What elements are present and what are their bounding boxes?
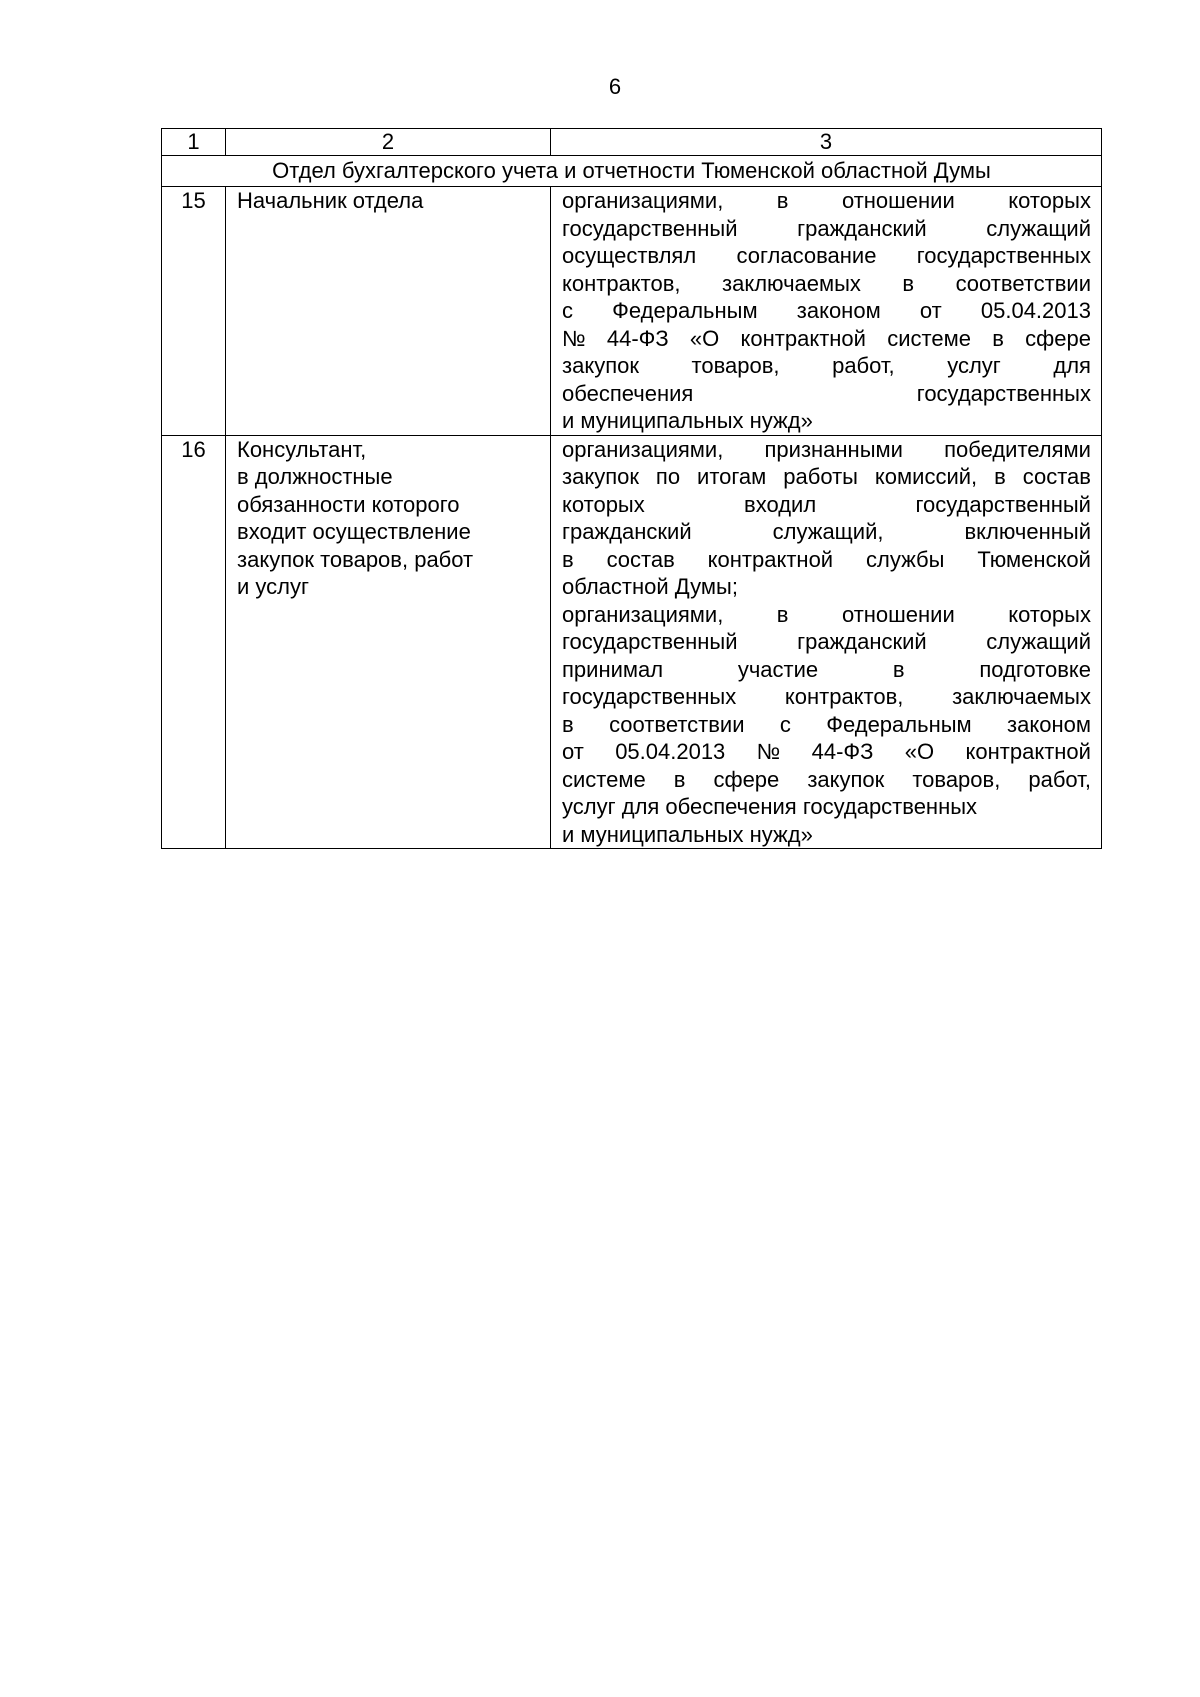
description-line — [562, 628, 1091, 656]
description-word: 05.04.2013 — [980, 298, 1091, 323]
description-word: подготовке — [979, 656, 1091, 682]
description-word: состав — [606, 546, 675, 572]
description-line — [562, 683, 1091, 711]
description-word: контрактной — [740, 325, 866, 351]
description-word: в — [992, 325, 1004, 351]
description-word: в — [776, 601, 789, 627]
description-cell — [551, 435, 1102, 849]
description-word: работы — [783, 464, 858, 489]
description-line — [562, 380, 1091, 408]
description-line — [562, 711, 1091, 739]
description-word: комиссий, — [874, 464, 978, 489]
description-word: государственных — [916, 243, 1091, 268]
description-line — [562, 270, 1091, 298]
description-word: которых — [1008, 601, 1091, 627]
description-word: с — [779, 711, 791, 737]
description-word: закупок — [562, 464, 639, 489]
column-description-header: 3 — [551, 129, 1102, 156]
description-line — [562, 738, 1091, 766]
description-line — [562, 187, 1091, 215]
description-line — [562, 352, 1091, 380]
page-number: 6 — [608, 74, 622, 99]
description-word: служащий — [986, 215, 1091, 241]
description-word: осуществлял — [562, 243, 697, 268]
description-line — [562, 601, 1091, 629]
position-cell — [226, 435, 551, 849]
description-cell — [551, 187, 1102, 436]
position-line: и услуг — [237, 574, 310, 599]
description-word: государственный — [562, 215, 738, 241]
description-word: сфере — [713, 766, 780, 792]
description-word: итогам — [697, 464, 767, 489]
description-word: гражданский — [562, 519, 692, 544]
table-row — [162, 187, 1102, 436]
description-word: отношении — [841, 188, 955, 213]
position-line: Начальник отдела — [237, 188, 424, 213]
position-line: в должностные — [237, 464, 393, 489]
description-line — [562, 518, 1091, 546]
description-word: системе — [887, 325, 971, 351]
position-line: входит осуществление — [237, 519, 471, 544]
description-word: служащий — [986, 629, 1091, 654]
description-word: закупок — [807, 766, 885, 792]
description-word: контрактной — [965, 739, 1091, 764]
description-word: товаров, — [912, 766, 1001, 792]
description-word: гражданский — [797, 215, 927, 241]
description-line — [562, 242, 1091, 270]
description-word: входил — [744, 491, 817, 517]
description-word: для — [1053, 353, 1091, 378]
description-line — [562, 436, 1091, 464]
description-word: контрактов, — [562, 270, 681, 296]
description-word: включенный — [964, 519, 1091, 544]
description-line — [562, 656, 1091, 684]
description-word: государственный — [562, 629, 738, 654]
description-word: организациями, — [562, 436, 724, 462]
document-table — [161, 128, 1102, 849]
description-word: государственных — [562, 684, 737, 709]
description-word: закупок — [562, 353, 639, 378]
description-line: и муниципальных нужд» — [562, 821, 813, 847]
description-word: соответствии — [955, 270, 1091, 296]
column-number-header: 1 — [162, 129, 226, 156]
description-word: работ, — [832, 353, 895, 378]
description-word: служащий, — [772, 519, 884, 544]
position-cell — [226, 187, 551, 436]
description-line — [562, 546, 1091, 574]
description-line: и муниципальных нужд» — [562, 408, 813, 433]
description-word: услуг — [947, 353, 1001, 378]
description-line — [562, 215, 1091, 243]
description-line: услуг для обеспечения государственных — [562, 794, 978, 819]
description-line: областной Думы; — [562, 574, 738, 599]
description-line — [562, 463, 1091, 491]
description-word: № — [562, 325, 586, 351]
table-header-row — [162, 129, 1102, 156]
description-word: в — [562, 546, 574, 572]
description-word: организациями, — [562, 188, 724, 213]
description-word: 05.04.2013 — [615, 739, 726, 764]
description-word: отношении — [841, 601, 955, 627]
column-position-header: 2 — [226, 129, 551, 156]
description-word: по — [655, 464, 681, 489]
description-word: согласование — [736, 243, 877, 268]
description-word: от — [919, 298, 942, 323]
row-number: 16 — [162, 435, 226, 849]
description-word: победителями — [944, 436, 1091, 462]
description-word: организациями, — [562, 601, 724, 627]
description-word: 44-ФЗ — [606, 325, 669, 351]
description-word: работ, — [1028, 766, 1091, 792]
table-row — [162, 435, 1102, 849]
description-line — [562, 325, 1091, 353]
description-word: Федеральным — [826, 711, 972, 737]
description-word: в — [892, 656, 905, 682]
description-word: гражданский — [797, 629, 927, 654]
description-line — [562, 491, 1091, 519]
description-word: заключаемых — [952, 684, 1091, 709]
description-word: № — [756, 739, 781, 764]
description-word: с — [562, 298, 573, 323]
description-word: системе — [562, 766, 646, 792]
description-word: в — [776, 188, 789, 213]
description-word: которых — [562, 491, 645, 517]
description-word: состав — [1022, 464, 1091, 489]
description-word: Федеральным — [612, 298, 758, 323]
row-number: 15 — [162, 187, 226, 436]
description-word: «О — [904, 739, 935, 764]
description-word: в — [562, 711, 574, 737]
description-word: законом — [796, 298, 881, 323]
position-line: обязанности которого — [237, 491, 460, 517]
position-line: Консультант, — [237, 436, 367, 462]
description-word: Тюменской — [977, 546, 1091, 572]
description-line — [562, 297, 1091, 325]
description-word: которых — [1008, 188, 1091, 213]
description-word: государственных — [916, 380, 1091, 406]
description-line — [562, 766, 1091, 794]
section-title: Отдел бухгалтерского учета и отчетности Тюменской областной Думы — [162, 156, 1102, 187]
description-word: от — [562, 739, 584, 764]
description-word: обеспечения — [562, 380, 694, 406]
description-word: «О — [689, 325, 720, 351]
description-word: контрактов, — [784, 684, 904, 709]
section-row — [162, 156, 1102, 187]
description-word: принимал — [562, 656, 664, 682]
description-word: контрактной — [707, 546, 834, 572]
description-word: участие — [737, 656, 819, 682]
description-word: признанными — [764, 436, 903, 462]
description-word: в — [902, 270, 915, 296]
description-word: государственный — [915, 491, 1091, 517]
description-word: 44-ФЗ — [811, 739, 874, 764]
description-word: законом — [1007, 711, 1091, 737]
position-line: закупок товаров, работ — [237, 546, 474, 572]
description-word: службы — [865, 546, 945, 572]
description-word: заключаемых — [722, 270, 861, 296]
description-word: в — [994, 464, 1006, 489]
description-word: сфере — [1025, 325, 1091, 351]
description-word: соответствии — [609, 711, 745, 737]
description-word: в — [673, 766, 686, 792]
description-word: товаров, — [691, 353, 780, 378]
